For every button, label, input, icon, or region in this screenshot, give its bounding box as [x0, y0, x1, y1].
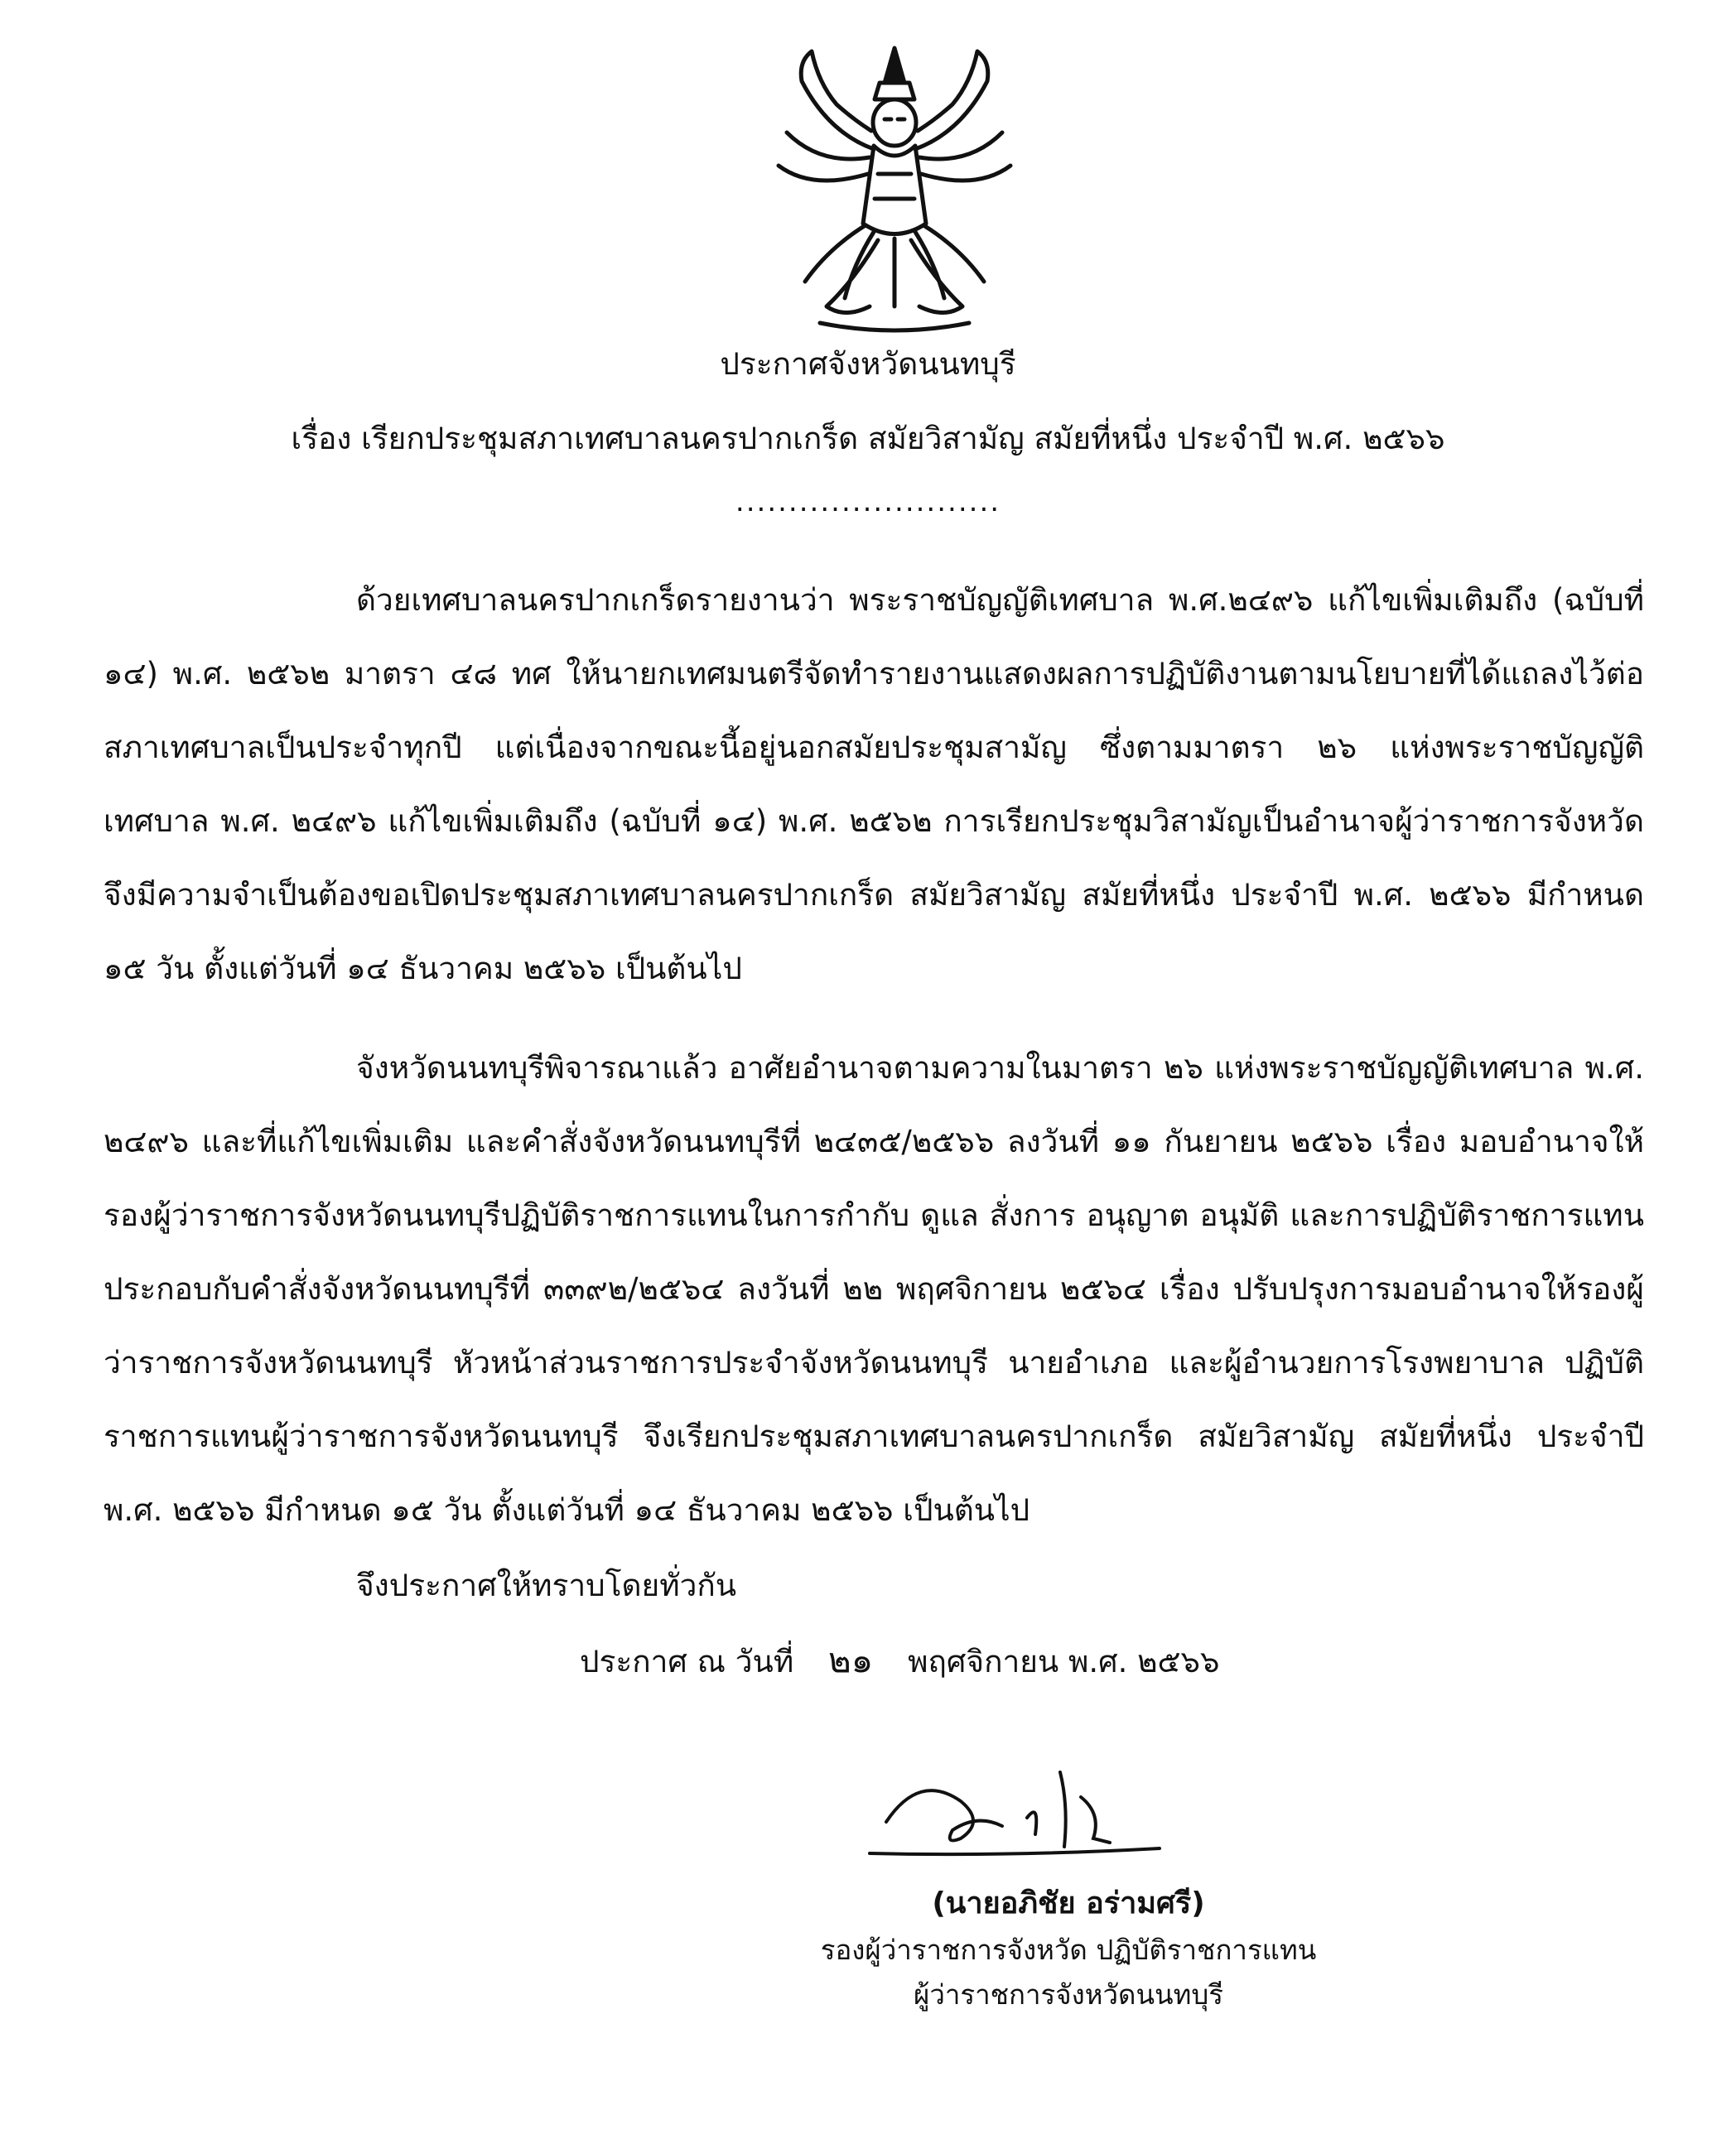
date-day: ๒๑ [827, 1640, 874, 1680]
date-prefix: ประกาศ ณ วันที่ [580, 1644, 794, 1679]
signatory-name: (นายอภิชัย อร่ามศรี) [932, 1886, 1205, 1920]
date-month-year: พฤศจิกายน พ.ศ. ๒๕๖๖ [908, 1644, 1220, 1679]
announcement-date [580, 1636, 1220, 1687]
handwritten-signature-icon [861, 1756, 1176, 1863]
garuda-emblem-icon [729, 33, 1060, 340]
dotted-separator: ......................... [735, 485, 1001, 518]
body-paragraph-1: ด้วยเทศบาลนครปากเกร็ดรายงานว่า พระราชบัญญัติเทศบาล พ.ศ.๒๔๙๖ แก้ไขเพิ่มเติมถึง (ฉบับที่ ๑๔) พ.ศ. ๒๕๖๒ มาตรา ๔๘ ทศ ให้นายกเทศมนตรีจัดทำรายงานแสดงผลการปฏิบัติงานตามนโยบายที่ได้แถลงไว้ต่อสภาเทศบาลเป็นประจำทุกปี แต่เนื่องจากขณะนี้อยู่นอกสมัยประชุมสามัญ ซึ่งตามมาตรา ๒๖ แห่งพระราชบัญญัติเทศบาล พ.ศ. ๒๔๙๖ แก้ไขเพิ่มเติมถึง (ฉบับที่ ๑๔) พ.ศ. ๒๕๖๒ การเรียกประชุมวิสามัญเป็นอำนาจผู้ว่าราชการจังหวัด จึงมีความจำเป็นต้องขอเปิดประชุมสภาเทศบาลนครปากเกร็ด สมัยวิสามัญ สมัยที่หนึ่ง ประจำปี พ.ศ. ๒๕๖๖ มีกำหนด ๑๕ วัน ตั้งแต่วันที่ ๑๔ ธันวาคม ๒๕๖๖ เป็นต้นไป [104, 582, 1644, 986]
signature-block [729, 1880, 1408, 2017]
announcement-title: ประกาศจังหวัดนนทบุรี [720, 346, 1016, 382]
closing-statement: จึงประกาศให้ทราบโดยทั่วกัน [356, 1568, 737, 1603]
signatory-position-line-2: ผู้ว่าราชการจังหวัดนนทบุรี [914, 1978, 1223, 2011]
announcement-subject: เรื่อง เรียกประชุมสภาเทศบาลนครปากเกร็ด สมัยวิสามัญ สมัยที่หนึ่ง ประจำปี พ.ศ. ๒๕๖๖ [291, 421, 1445, 456]
body-paragraph-2: จังหวัดนนทบุรีพิจารณาแล้ว อาศัยอำนาจตามความในมาตรา ๒๖ แห่งพระราชบัญญัติเทศบาล พ.ศ. ๒๔๙๖ และที่แก้ไขเพิ่มเติม และคำสั่งจังหวัดนนทบุรีที่ ๒๔๓๕/๒๕๖๖ ลงวันที่ ๑๑ กันยายน ๒๕๖๖ เรื่อง มอบอำนาจให้รองผู้ว่าราชการจังหวัดนนทบุรีปฏิบัติราชการแทนในการกำกับ ดูแล สั่งการ อนุญาต อนุมัติ และการปฏิบัติราชการแทน ประกอบกับคำสั่งจังหวัดนนทบุรีที่ ๓๓๙๒/๒๕๖๔ ลงวันที่ ๒๒ พฤศจิกายน ๒๕๖๔ เรื่อง ปรับปรุงการมอบอำนาจให้รองผู้ว่าราชการจังหวัดนนทบุรี หัวหน้าส่วนราชการประจำจังหวัดนนทบุรี นายอำเภอ และผู้อำนวยการโรงพยาบาล ปฏิบัติราชการแทนผู้ว่าราชการจังหวัดนนทบุรี จึงเรียกประชุมสภาเทศบาลนครปากเกร็ด สมัยวิสามัญ สมัยที่หนึ่ง ประจำปี พ.ศ. ๒๕๖๖ มีกำหนด ๑๕ วัน ตั้งแต่วันที่ ๑๔ ธันวาคม ๒๕๖๖ เป็นต้นไป [104, 1050, 1644, 1528]
signatory-position-line-1: รองผู้ว่าราชการจังหวัด ปฏิบัติราชการแทน [820, 1934, 1317, 1966]
